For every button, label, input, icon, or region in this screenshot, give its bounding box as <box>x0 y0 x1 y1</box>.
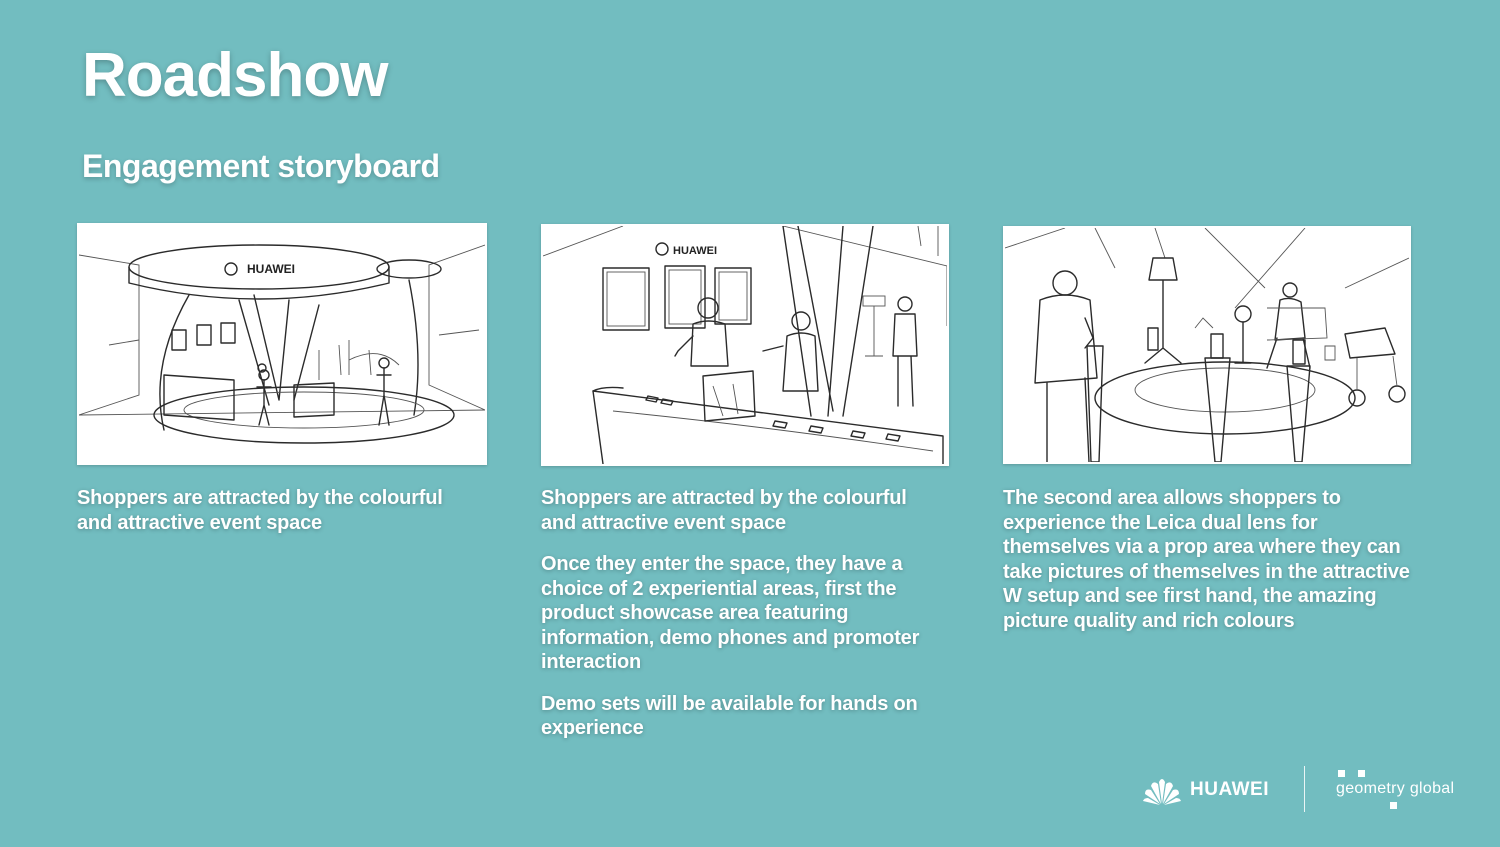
caption-paragraph: Once they enter the space, they have a choice of 2 experiential areas, first the product showcase area featuring information, demo phones and promoter interaction <box>541 553 920 673</box>
slide-title: Roadshow <box>82 41 388 110</box>
caption-paragraph: Demo sets will be available for hands on experience <box>541 692 918 739</box>
huawei-petal-logo-icon <box>1142 774 1182 806</box>
caption-paragraph: Shoppers are attracted by the colourful and attractive event space <box>541 487 907 534</box>
storyboard-panel-3 <box>1003 226 1411 464</box>
sketch-logo-text: HUAWEI <box>673 245 717 257</box>
footer-geometry-global-logo <box>1336 770 1476 814</box>
slide-subtitle: Engagement storyboard <box>82 148 440 184</box>
footer-divider <box>1304 766 1305 812</box>
sketch-logo-text: HUAWEI <box>247 262 295 276</box>
panel-1-caption <box>77 486 477 552</box>
panel-3-caption <box>1003 486 1413 650</box>
storyboard-sketch-booth-exterior <box>79 225 485 463</box>
caption-paragraph: The second area allows shoppers to experience the Leica dual lens for themselves via a prop area where they can take pictures of themselves in the attractive W setup and see first hand, the amazing picture quality and rich colours <box>1003 487 1410 632</box>
storyboard-panel-2 <box>541 224 949 466</box>
footer-huawei-wordmark: HUAWEI <box>1190 779 1269 800</box>
storyboard-sketch-prop-area <box>1005 228 1409 462</box>
footer-geometry-global-wordmark: geometry global <box>1336 780 1455 797</box>
storyboard-sketch-product-showcase <box>543 226 947 464</box>
panel-2-caption <box>541 486 946 758</box>
footer-huawei-logo <box>1142 772 1269 808</box>
caption-paragraph: Shoppers are attracted by the colourful and attractive event space <box>77 487 443 534</box>
storyboard-panel-1 <box>77 223 487 465</box>
